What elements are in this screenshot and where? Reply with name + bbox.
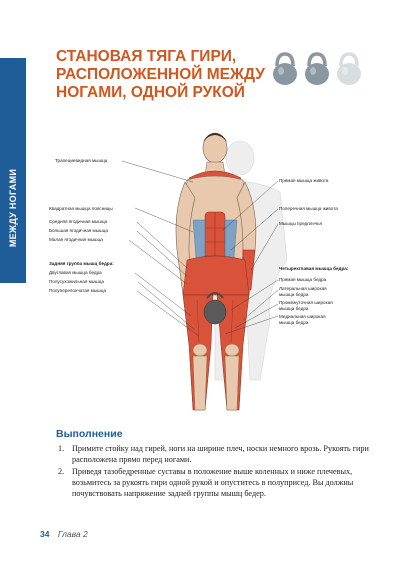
label-quadratus-lumborum: Квадратная мышца поясницы bbox=[49, 206, 113, 211]
label-vastus-medialis-2: мышца бедра bbox=[279, 320, 309, 325]
page-footer bbox=[40, 529, 88, 539]
label-gluteus-maximus: Большая ягодичная мышца bbox=[49, 228, 108, 233]
label-trapezius: Трапециевидная мышца bbox=[55, 158, 108, 163]
label-vastus-lateralis-1: Латеральная широкая bbox=[279, 286, 327, 291]
label-vastus-medialis-1: Медиальная широкая bbox=[279, 314, 326, 319]
figure-head bbox=[203, 133, 227, 163]
label-hamstrings: Задняя группа мышц бедра: bbox=[49, 261, 114, 266]
label-rectus-femoris: Прямая мышца бедра bbox=[279, 277, 327, 282]
label-quadriceps: Четырехглавая мышца бедра: bbox=[279, 266, 349, 271]
label-gluteus-minimus: Малая ягодичная мышца bbox=[49, 237, 103, 242]
label-semimembranosus: Полуперепончатая мышца bbox=[49, 288, 107, 293]
label-biceps-femoris: Двуглавая мышца бедра bbox=[49, 270, 102, 275]
gluteal-muscles bbox=[183, 256, 249, 295]
page-number: 34 bbox=[40, 529, 50, 539]
kettlebell-icon bbox=[305, 54, 329, 85]
label-vastus-intermedius-1: Промежуточная широкая bbox=[279, 300, 333, 305]
steps-list bbox=[56, 443, 374, 500]
difficulty-rating bbox=[270, 52, 366, 86]
label-vastus-intermedius-2: мышца бедра bbox=[279, 306, 309, 311]
step-item bbox=[56, 443, 374, 465]
step-item bbox=[56, 466, 374, 499]
label-rectus-abdominis: Прямая мышца живота bbox=[279, 178, 329, 183]
step-number: 1. bbox=[58, 444, 65, 453]
side-tab-text: МЕЖДУ НОГАМИ bbox=[8, 168, 18, 248]
label-forearm-muscles: Мышцы предплечья bbox=[279, 221, 323, 226]
label-semitendinosus: Полусухожильная мышца bbox=[49, 279, 104, 284]
chapter-label: Глава 2 bbox=[57, 529, 88, 539]
step-text: Примите стойку над гирей, ноги на ширине плеч, носки немного врозь. Рукоять гири расположена прямо перед ногами. bbox=[72, 444, 369, 464]
step-number: 2. bbox=[58, 467, 65, 476]
label-gluteus-medius: Средняя ягодичная мышца bbox=[49, 219, 108, 224]
kettlebell-icon bbox=[337, 54, 361, 85]
side-tab bbox=[0, 58, 26, 283]
exercise-title: СТАНОВАЯ ТЯГА ГИРИ, РАСПОЛОЖЕННОЙ МЕЖДУ НОГАМИ, ОДНОЙ РУКОЙ bbox=[56, 48, 265, 101]
label-vastus-lateralis-2: мышца бедра bbox=[279, 292, 309, 297]
anatomy-figure bbox=[49, 120, 375, 420]
step-text: Приведя тазобедренные суставы в положение выше коленных и ниже плечевых, возьмитесь за рукоять гири одной рукой и опуститесь в полуприсед. Вы должны почувствовать напряжение задней группы мышц бедер. bbox=[72, 467, 354, 498]
section-heading: Выполнение bbox=[56, 428, 123, 440]
kettlebell-icon bbox=[273, 54, 297, 85]
label-transverse-abdominis: Поперечная мышца живота bbox=[279, 206, 338, 211]
